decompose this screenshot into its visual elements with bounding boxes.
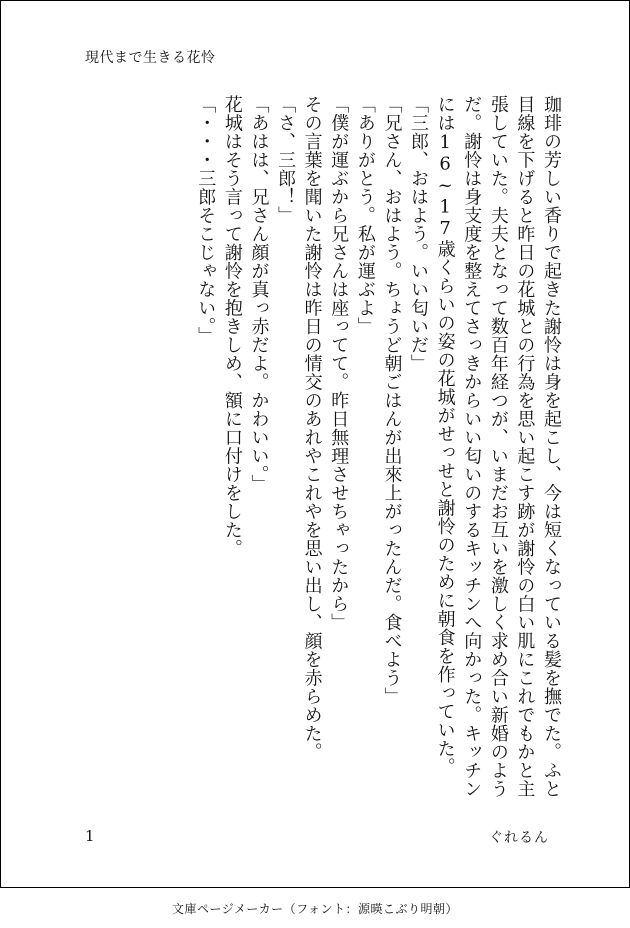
paragraph-dialogue-1: 「三郎、おはよう。いい匂いだ」 xyxy=(408,95,430,373)
generator-credit: 文庫ページメーカー（フォント：源暎こぶり明朝） xyxy=(171,902,459,916)
paragraph-dialogue-3: 「ありがとう。私が運ぶよ」 xyxy=(354,95,376,336)
running-title: 現代まで生きる花怜 xyxy=(85,50,216,66)
page-number: 1 xyxy=(85,827,95,845)
paragraph-dialogue-6: 「あはは、兄さん顔が真っ赤だよ。かわいい。」 xyxy=(248,95,270,493)
story-body xyxy=(192,95,564,805)
paragraph-dialogue-5: 「さ、三郎！」 xyxy=(275,95,297,225)
paragraph-dialogue-7: 「・・・三郎そこじゃない。」 xyxy=(195,95,217,345)
paragraph-narration-1: 珈琲の芳しい香りで起きた謝怜は身を起こし、今は短くなっている髪を撫でた。ふと目線を下げると昨日の花城との行為を思い起こす跡が謝怜の白い肌にこれでもかと主張していた。夫夫となって数百年経つが、いまだお互いを激しく求め合い新婚のようだ。謝怜は身支度を整えてさっきからいい匂いのするキッチンへ向かった。キッチンには16~17歳くらいの姿の花城がせっせと謝怜のために朝食を作っていた。 xyxy=(434,95,562,798)
paragraph-dialogue-4: 「僕が運ぶから兄さんは座ってて。昨日無理させちゃったから」 xyxy=(328,95,350,632)
paragraph-narration-3: 花城はそう言って謝怜を抱きしめ、額に口付けをした。 xyxy=(221,95,243,558)
paragraph-dialogue-2: 「兄さん、おはよう。ちょうど朝ごはんが出來上がったんだ。食べよう」 xyxy=(381,95,403,706)
author-name: ぐれるん xyxy=(489,830,549,846)
paragraph-narration-2: その言葉を聞いた謝怜は昨日の情交のあれやこれやを思い出し、顔を赤らめた。 xyxy=(301,95,323,761)
